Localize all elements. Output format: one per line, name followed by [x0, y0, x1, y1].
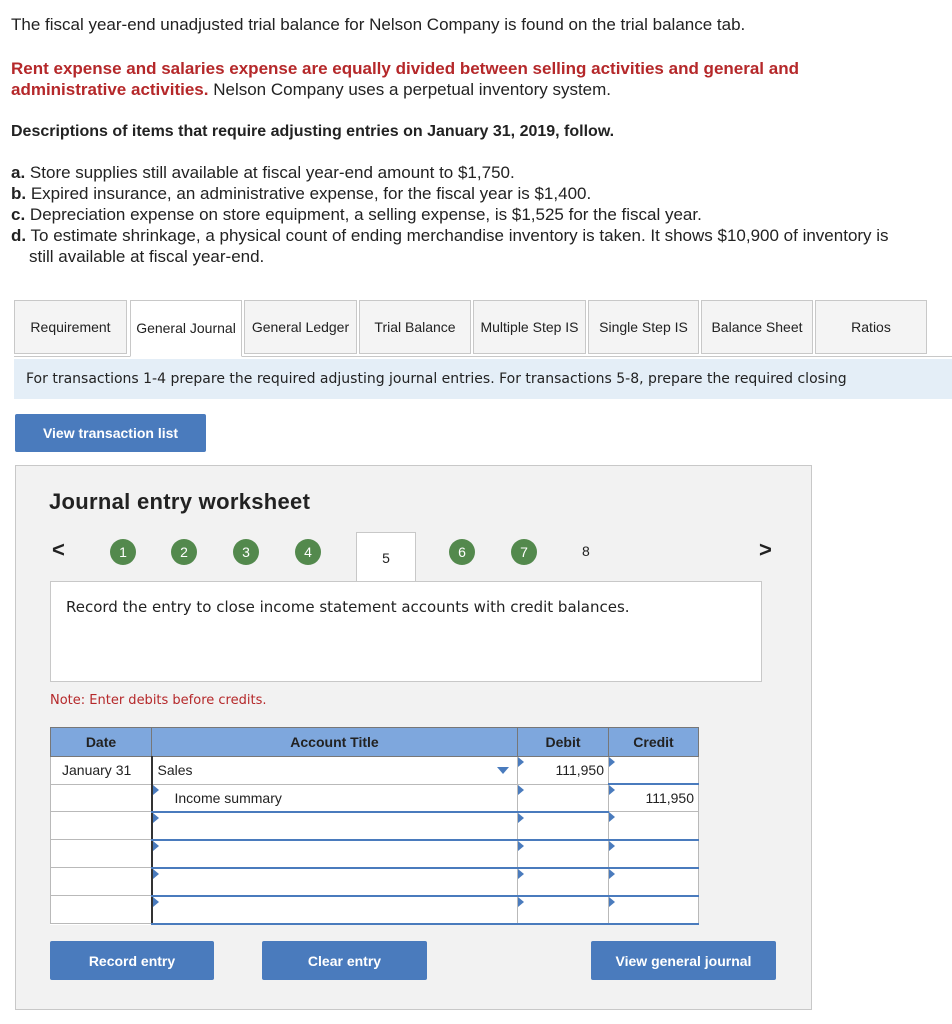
date-cell[interactable]: January 31	[51, 757, 152, 785]
account-input[interactable]	[152, 896, 518, 924]
entry-description-box	[50, 581, 762, 682]
account-input[interactable]	[152, 812, 518, 840]
tab-ratios[interactable]: Ratios	[815, 300, 927, 354]
item-d: d. To estimate shrinkage, a physical count of ending merchandise inventory is taken. It shows $10,900 of inventory is still available at fiscal year-end.	[11, 226, 889, 266]
tab-multiple-step-is[interactable]: Multiple Step IS	[473, 300, 586, 354]
table-row	[51, 784, 699, 812]
warning-bold: Rent expense and salaries expense are equally divided between selling activities and general and administrative activities.	[11, 59, 799, 99]
header-credit: Credit	[609, 728, 699, 757]
step-2[interactable]: 2	[171, 539, 197, 565]
tab-trial-balance[interactable]: Trial Balance	[359, 300, 471, 354]
item-a: a. Store supplies still available at fiscal year-end amount to $1,750.	[11, 163, 515, 182]
tab-bar	[14, 299, 952, 357]
step-1[interactable]: 1	[110, 539, 136, 565]
input-flag-icon	[609, 757, 615, 767]
view-transaction-list-button[interactable]: View transaction list	[15, 414, 206, 452]
date-cell[interactable]	[51, 868, 152, 896]
table-header-row	[51, 728, 699, 757]
account-select[interactable]: Sales	[152, 757, 518, 785]
worksheet-title: Journal entry worksheet	[49, 489, 311, 514]
account-input[interactable]	[152, 868, 518, 896]
step-6[interactable]: 6	[449, 539, 475, 565]
item-c: c. Depreciation expense on store equipment, a selling expense, is $1,525 for the fiscal year.	[11, 205, 702, 224]
adjustment-items	[11, 162, 911, 267]
credit-input[interactable]	[609, 812, 699, 840]
record-entry-button[interactable]: Record entry	[50, 941, 214, 980]
account-input[interactable]: Income summary	[152, 784, 518, 812]
tab-general-ledger[interactable]: General Ledger	[244, 300, 357, 354]
descriptions-heading: Descriptions of items that require adjusting entries on January 31, 2019, follow.	[11, 123, 615, 140]
date-cell[interactable]	[51, 896, 152, 924]
table-row	[51, 812, 699, 840]
step-7[interactable]: 7	[511, 539, 537, 565]
debit-input[interactable]	[518, 896, 609, 924]
warning-rest: Nelson Company uses a perpetual inventory system.	[208, 80, 612, 99]
instruction-bar: For transactions 1-4 prepare the required adjusting journal entries. For transactions 5-8, prepare the required closing	[14, 359, 952, 399]
input-flag-icon	[518, 785, 524, 795]
step-4[interactable]: 4	[295, 539, 321, 565]
date-cell[interactable]	[51, 840, 152, 868]
step-5-active[interactable]: 5	[356, 532, 416, 582]
warning-text	[11, 58, 911, 100]
debit-input[interactable]: 111,950	[518, 757, 609, 785]
step-3[interactable]: 3	[233, 539, 259, 565]
debit-input[interactable]	[518, 812, 609, 840]
header-debit: Debit	[518, 728, 609, 757]
date-cell[interactable]	[51, 784, 152, 812]
credit-input[interactable]	[609, 896, 699, 924]
dropdown-arrow-icon[interactable]	[497, 767, 509, 774]
input-flag-icon	[153, 785, 159, 795]
debit-input[interactable]	[518, 840, 609, 868]
tab-general-journal[interactable]: General Journal	[130, 300, 242, 357]
table-row	[51, 757, 699, 785]
intro-text: The fiscal year-end unadjusted trial balance for Nelson Company is found on the trial balance tab.	[11, 15, 746, 34]
next-step-chevron-icon[interactable]: >	[759, 537, 772, 562]
debit-input[interactable]	[518, 868, 609, 896]
tab-requirement[interactable]: Requirement	[14, 300, 127, 354]
credit-input[interactable]: 111,950	[609, 784, 699, 812]
prev-step-chevron-icon[interactable]: <	[52, 537, 65, 562]
entry-description: Record the entry to close income statement accounts with credit balances.	[66, 598, 630, 616]
input-flag-icon	[609, 785, 615, 795]
tab-single-step-is[interactable]: Single Step IS	[588, 300, 699, 354]
item-b: b. Expired insurance, an administrative expense, for the fiscal year is $1,400.	[11, 184, 592, 203]
credit-input[interactable]	[609, 840, 699, 868]
credit-input[interactable]	[609, 868, 699, 896]
credit-input[interactable]	[609, 757, 699, 785]
clear-entry-button[interactable]: Clear entry	[262, 941, 427, 980]
date-cell[interactable]	[51, 812, 152, 840]
account-input[interactable]	[152, 840, 518, 868]
table-row	[51, 896, 699, 924]
table-row	[51, 868, 699, 896]
header-date: Date	[51, 728, 152, 757]
tab-balance-sheet[interactable]: Balance Sheet	[701, 300, 813, 354]
view-general-journal-button[interactable]: View general journal	[591, 941, 776, 980]
entry-note: Note: Enter debits before credits.	[50, 693, 267, 708]
input-flag-icon	[518, 757, 524, 767]
step-8[interactable]: 8	[582, 543, 590, 559]
journal-entry-table	[50, 727, 699, 925]
table-row	[51, 840, 699, 868]
header-account-title: Account Title	[152, 728, 518, 757]
debit-input[interactable]	[518, 784, 609, 812]
